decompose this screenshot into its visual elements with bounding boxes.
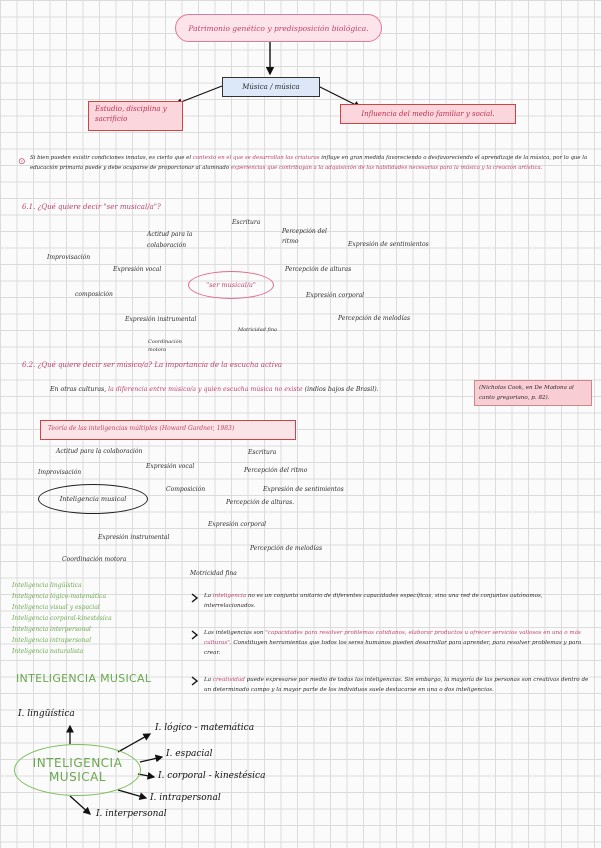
section-6-1-heading: 6.1. ¿Qué quiere decir "ser musical/a"? bbox=[22, 203, 161, 211]
mm3-linguistica: I. lingüística bbox=[18, 709, 75, 719]
mm3-corporal-kinestesica: I. corporal - kinestésica bbox=[158, 771, 266, 781]
mm1-percepcion-melodias: Percepción de melodías bbox=[338, 315, 411, 322]
mm2-percepcion-ritmo: Percepción del ritmo bbox=[244, 467, 308, 474]
green-list-item: Inteligencia lógico-matemática bbox=[12, 593, 107, 600]
music-box: Música / música bbox=[222, 77, 320, 97]
mm2-actitud: Actitud para la colaboración bbox=[56, 448, 143, 455]
mm1-expresion-sentimientos: Expresión de sentimientos bbox=[348, 241, 429, 248]
bubble-line-2: MUSICAL bbox=[48, 770, 107, 784]
green-list-item: Inteligencia corporal-kinestésica bbox=[12, 615, 112, 622]
mm1-composicion: composición bbox=[75, 291, 113, 298]
mm2-expresion-vocal: Expresión vocal bbox=[146, 463, 195, 470]
green-list-item: Inteligencia visual y espacial bbox=[12, 604, 100, 611]
box-study-discipline: Estudio, disciplina y sacrificio bbox=[88, 101, 183, 131]
bullet-arrow-icon bbox=[192, 631, 197, 639]
mm2-coordinacion: Coordinación motora bbox=[62, 556, 127, 563]
mm2-motricidad: Motricidad fina bbox=[190, 570, 237, 577]
mm2-percepcion-alturas: Percepción de alturas. bbox=[226, 499, 295, 506]
mm1-motricidad: Motricidad fina bbox=[238, 327, 278, 333]
mm2-expresion-sentimientos: Expresión de sentimientos bbox=[263, 486, 344, 493]
bullet-3: La creatividad puede expresarse por medio de todas las inteligencias. Sin embargo, la mayoría de las personas son creativas dentro de un determinado campo y la mayor parte de los individuos suele destacarse en una o dos inteligencias. bbox=[204, 677, 589, 693]
mm3-espacial: I. espacial bbox=[166, 749, 213, 759]
mm2-expresion-instrumental: Expresión instrumental bbox=[98, 534, 170, 541]
green-list-item: Inteligencia intrapersonal bbox=[12, 637, 92, 644]
bullet-arrow-icon bbox=[192, 594, 197, 602]
mm1-actitud: Actitud para la colaboración bbox=[147, 231, 193, 249]
citation-note: (Nicholas Cook, en De Madona al canto gregoriano, p. 82). bbox=[474, 380, 592, 406]
title-bubble: Patrimonio genético y predisposición biológica. bbox=[175, 14, 382, 42]
theory-heading: Teoría de las inteligencias múltiples (Howard Gardner, 1983) bbox=[48, 425, 235, 432]
inteligencia-musical-bubble bbox=[14, 744, 141, 796]
mm1-expresion-vocal: Expresión vocal bbox=[113, 266, 162, 273]
inteligencia-musical-ellipse: Inteligencia musical bbox=[38, 484, 148, 514]
mm1-percepcion-alturas: Percepción de alturas bbox=[285, 266, 352, 273]
bullet-circle-icon: ⊙ bbox=[18, 157, 26, 167]
mm1-coordinacion: Coordinación motora bbox=[148, 339, 182, 353]
mm2-percepcion-melodias: Percepción de melodías bbox=[250, 545, 323, 552]
mm3-interpersonal: I. interpersonal bbox=[96, 809, 167, 819]
mm1-expresion-instrumental: Expresión instrumental bbox=[125, 316, 197, 323]
ser-musical-ellipse: "ser musical/a" bbox=[188, 271, 274, 299]
bullet-arrow-icon bbox=[192, 677, 197, 685]
intro-paragraph: Si bien pueden existir condiciones innatas, es cierto que el contexto en el que se desarrollan las criaturas influye en gran medida favoreciendo o desfavoreciendo el aprendizaje de la música, por lo que la educación primaria puede y debe ocuparse de proporcionar al alumnado experiencias que contribuyan a la adquisición de las habilidades necesarias para la música y la creación artística. bbox=[30, 155, 588, 171]
mm1-percepcion-ritmo: Percepción del ritmo bbox=[282, 228, 327, 245]
green-intelligences-list bbox=[12, 580, 112, 657]
mm3-intrapersonal: I. intrapersonal bbox=[150, 793, 221, 803]
bubble-line-1: INTELIGENCIA bbox=[32, 756, 123, 770]
green-list-item: Inteligencia lingüística bbox=[12, 582, 82, 589]
mm2-escritura: Escritura bbox=[248, 449, 277, 456]
section-6-2-heading: 6.2. ¿Qué quiere decir ser músico/a? La importancia de la escucha activa bbox=[22, 361, 283, 369]
mm2-improvisacion: Improvisación bbox=[38, 469, 82, 476]
mm1-improvisacion: Improvisación bbox=[47, 254, 91, 261]
mm3-logico-matematica: I. lógico - matemática bbox=[155, 723, 255, 733]
mm2-expresion-corporal: Expresión corporal bbox=[208, 521, 267, 528]
bullet-1: La inteligencia no es un conjunto unitario de diferentes capacidades específicas, sino una red de conjuntos autónomos, interrelacionados. bbox=[204, 593, 543, 609]
section-6-2-text: En otras culturas, la diferencia entre músico/a y quien escucha música no existe (indios bajos de Brasil). bbox=[50, 386, 379, 393]
mm1-expresion-corporal: Expresión corporal bbox=[306, 292, 365, 299]
box-family-influence: Influencia del medio familiar y social. bbox=[340, 104, 516, 124]
bullet-2: Las inteligencias son "capacidades para resolver problemas cotidianos, elaborar productos u ofrecer servicios valiosos en una o más culturas". Constituyen herramientas que todos los seres humanos pueden desarrollar para aprender, para resolver problemas y para crear. bbox=[204, 630, 582, 656]
mm2-composicion: Composición bbox=[166, 486, 206, 493]
green-list-item: Inteligencia interpersonal bbox=[12, 626, 91, 633]
mm1-escritura: Escritura bbox=[232, 219, 261, 226]
green-list-item: Inteligencia naturalista bbox=[12, 648, 84, 655]
green-title: INTELIGENCIA MUSICAL bbox=[16, 672, 152, 685]
